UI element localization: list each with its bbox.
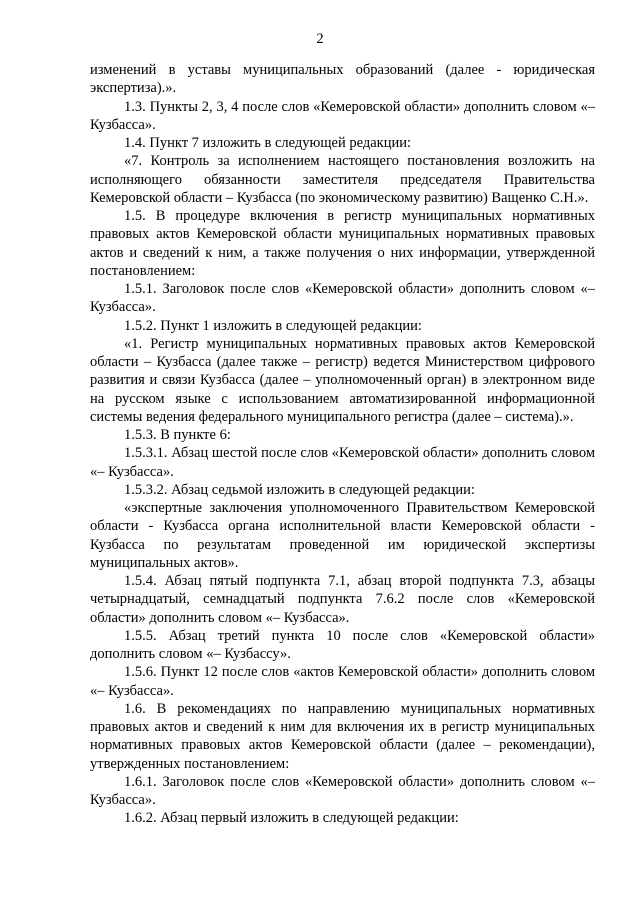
paragraph: 1.6.1. Заголовок после слов «Кемеровской области» дополнить словом «– Кузбасса». bbox=[90, 773, 595, 808]
paragraph: 1.5.3.2. Абзац седьмой изложить в следующей редакции: bbox=[124, 481, 475, 498]
document-body bbox=[90, 61, 595, 828]
paragraph: 1.5.6. Пункт 12 после слов «актов Кемеровской области» дополнить словом «– Кузбасса». bbox=[90, 664, 595, 699]
paragraph: «1. Регистр муниципальных нормативных правовых актов Кемеровской области – Кузбасса (далее также – регистр) ведется Министерством цифрового развития и связи Кузбасса (далее – уполномоченный орган) в электронном виде на русском языке с использованием автоматизированной информационной системы ведения федерального муниципального регистра (далее – система).». bbox=[90, 335, 595, 425]
paragraph: 1.5. В процедуре включения в регистр муниципальных нормативных правовых актов Кемеровской области муниципальных нормативных правовых актов и сведений к ним, а также получения о них информации, утвержденной постановлением: bbox=[90, 208, 595, 279]
paragraph: «экспертные заключения уполномоченного Правительством Кемеровской области - Кузбасса органа исполнительной власти Кемеровской области - Кузбасса по результатам проведенной им юридической экспертизы муниципальных актов». bbox=[90, 500, 595, 571]
paragraph: 1.6.2. Абзац первый изложить в следующей редакции: bbox=[124, 810, 459, 827]
paragraph: 1.3. Пункты 2, 3, 4 после слов «Кемеровской области» дополнить словом «– Кузбасса». bbox=[90, 98, 595, 133]
page-number: 2 bbox=[316, 31, 324, 47]
paragraph: 1.5.1. Заголовок после слов «Кемеровской области» дополнить словом «– Кузбасса». bbox=[90, 281, 595, 316]
paragraph: 1.6. В рекомендациях по направлению муниципальных нормативных правовых актов и сведений к ним для включения их в регистр муниципальных нормативных правовых актов Кемеровской области (далее – рекомендации), утвержденных постановлением: bbox=[90, 700, 595, 772]
paragraph: 1.5.5. Абзац третий пункта 10 после слов «Кемеровской области» дополнить словом «– Кузбассу». bbox=[90, 627, 595, 662]
paragraph: 1.5.2. Пункт 1 изложить в следующей редакции: bbox=[124, 317, 422, 334]
paragraph: 1.5.4. Абзац пятый подпункта 7.1, абзац второй подпункта 7.3, абзацы четырнадцатый, семнадцатый подпункта 7.6.2 после слов «Кемеровской области» дополнить словом «– Кузбасса». bbox=[90, 573, 595, 626]
paragraph: 1.4. Пункт 7 изложить в следующей редакции: bbox=[124, 135, 412, 151]
paragraph: изменений в уставы муниципальных образований (далее - юридическая экспертиза).». bbox=[90, 62, 595, 97]
paragraph: 1.5.3. В пункте 6: bbox=[124, 427, 231, 443]
paragraph: «7. Контроль за исполнением настоящего постановления возложить на исполняющего обязанности заместителя председателя Правительства Кемеровской области – Кузбасса (по экономическому развитию) Ващенко С.Н.». bbox=[90, 153, 595, 206]
paragraph: 1.5.3.1. Абзац шестой после слов «Кемеровской области» дополнить словом «– Кузбасса». bbox=[90, 445, 595, 480]
